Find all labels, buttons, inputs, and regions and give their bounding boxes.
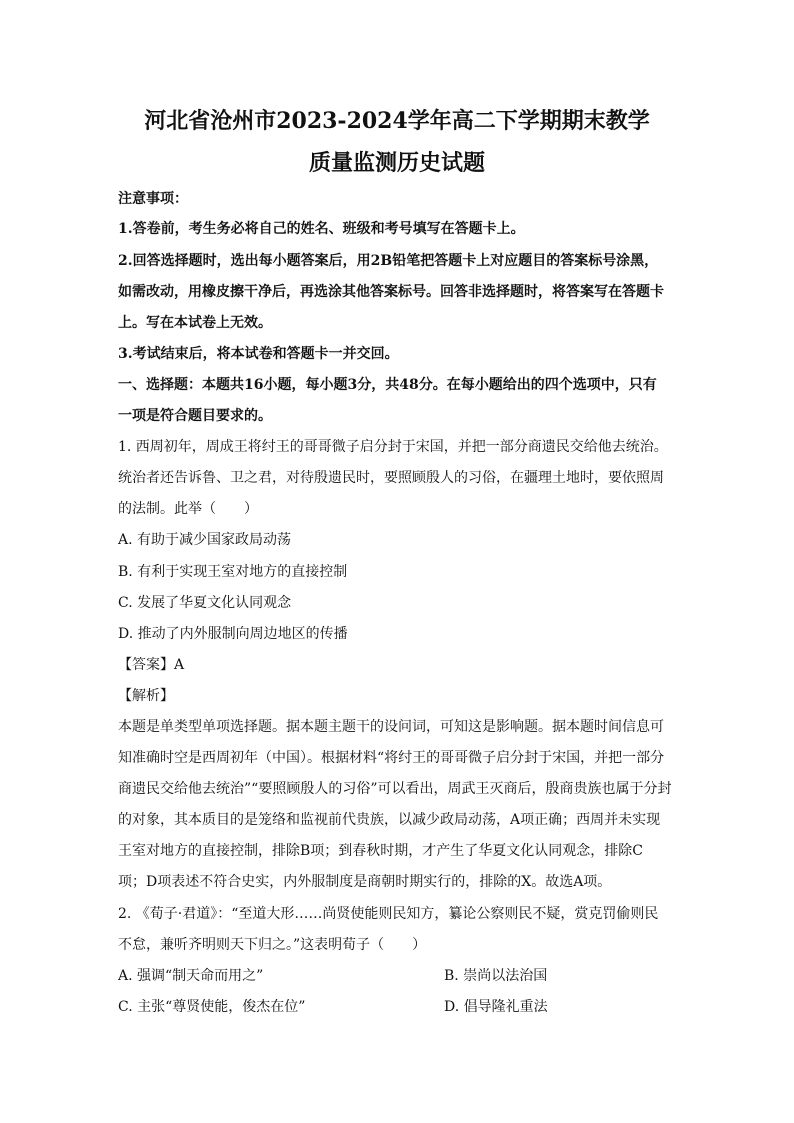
q2-option-a: A. 强调“制天命而用之” [118,968,264,984]
q1-analysis-2: 知准确时空是西周初年（中国）。根据材料“将纣王的哥哥微子启分封于宋国，并把一部分 [118,750,665,766]
q1-option-d: D. 推动了内外服制向周边地区的传播 [118,626,348,642]
q2-stem-1: 2. 《荀子·君道》：“至道大形……尚贤使能则民知方，纂论公察则民不疑，赏克罚偷则民 [118,906,659,922]
section-heading: 一、选择题：本题共16小题，每小题3分，共48分。在每小题给出的四个选项中，只有 [118,377,657,393]
q2-option-d: D. 倡导隆礼重法 [444,999,548,1015]
q1-stem-1: 1. 西周初年，周成王将纣王的哥哥微子启分封于宋国，并把一部分商遗民交给他去统治。 [118,439,668,455]
note-2-cont: 如需改动，用橡皮擦干净后，再选涂其他答案标号。回答非选择题时，将答案写在答题卡 [118,284,664,300]
note-3: 3.考试结束后，将本试卷和答题卡一并交回。 [118,346,399,362]
q1-analysis-4: 的对象，其本质目的是笼络和监视前代贵族，以减少政局动荡，A项正确；西周并未实现 [118,812,661,828]
section-heading-cont: 一项是符合题目要求的。 [118,408,272,424]
q2-option-b: B. 崇尚以法治国 [444,968,548,984]
q1-analysis-3: 商遗民交给他去统治”“要照顾殷人的习俗”可以看出，周武王灭商后，殷商贵族也属于分封 [118,781,672,797]
q2-option-c: C. 主张“尊贤使能，俊杰在位” [118,999,306,1015]
q1-analysis-1: 本题是单类型单项选择题。据本题主题干的设问词，可知这是影响题。据本题时间信息可 [118,719,664,735]
q1-option-c: C. 发展了华夏文化认同观念 [118,595,292,611]
title-line-1: 河北省沧州市2023-2024学年高二下学期期末教学 [144,108,650,134]
notes-heading: 注意事项： [118,191,188,207]
q1-option-b: B. 有利于实现王室对地方的直接控制 [118,564,348,580]
note-1: 1.答卷前，考生务必将自己的姓名、班级和考号填写在答题卡上。 [118,221,525,237]
q1-analysis-heading: 【解析】 [118,688,174,704]
q1-analysis-6: 项；D项表述不符合史实，内外服制度是商朝时期实行的，排除的X。故选A项。 [118,874,612,890]
note-2-end: 上。写在本试卷上无效。 [118,315,272,331]
q1-answer: 【答案】A [118,657,185,673]
q1-stem-2: 统治者还告诉鲁、卫之君，对待殷遗民时，要照顾殷人的习俗，在疆理土地时，要依照周 [118,470,664,486]
title-line-2: 质量监测历史试题 [308,150,485,176]
q1-analysis-5: 王室对地方的直接控制，排除B项；到春秋时期，才产生了华夏文化认同观念，排除C [118,843,643,859]
note-2: 2.回答选择题时，选出每小题答案后，用2B铅笔把答题卡上对应题目的答案标号涂黑， [118,253,659,269]
q1-option-a: A. 有助于减少国家政局动荡 [118,532,292,548]
q2-stem-2: 不怠，兼听齐明则天下归之。”这表明荀子（ ） [118,937,427,953]
q1-stem-3: 的法制。此举（ ） [118,501,258,517]
